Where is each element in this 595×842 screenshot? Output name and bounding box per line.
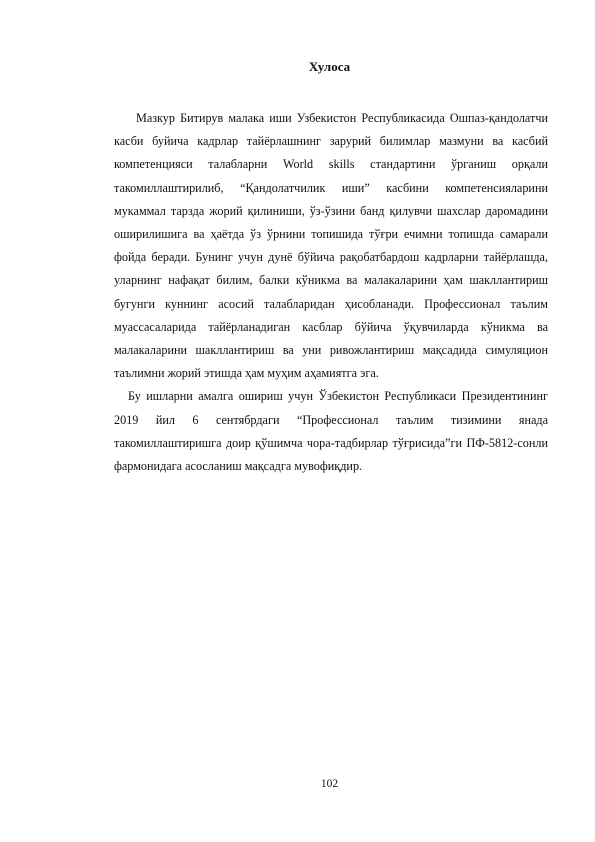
paragraph-decree: Бу ишларни амалга ошириш учун Ўзбекистон Республикаси Президентининг 2019 йил 6 сентябрдаги “Профессионал таълим тизимини янада такомиллаштиришга доир қўшимча чора-тадбирлар тўғрисида”ги ПФ-5812-сонли фармонидага асосланиш мақсадга мувофиқдир.: [114, 389, 548, 474]
body-text: [114, 107, 548, 478]
page-number: 102: [320, 778, 339, 790]
section-title: Хулоса: [308, 59, 351, 74]
paragraph-conclusion: Мазкур Битирув малака иши Узбекистон Республикасида Ошпаз-қандолатчи касби буйича кадрлар тайёрлашнинг зарурий билимлар мазмуни ва касбий компетенцияси талабларни World skills стандартини ўрганиш орқали такомиллаштирилиб, “Қандолатчилик иши” касбини компетенсияларини мукаммал тарзда жорий қилиниши, ўз-ўзини банд қилувчи шахслар даромадини оширилишига ва ҳаётда ўз ўрнини топишида тўғри ечимни топишда самарали фойда беради. Бунинг учун дунё бўйича рақобатбардош кадрларни тайёрлашда, уларнинг нафақат билим, балки кўникма ва малакаларини ҳам шакллантириш бугунги куннинг асосий талабларидан ҳисобланади. Профессионал таълим муассасаларида тайёрланадиган касблар бўйича ўқувчиларда кўникма ва малакаларини шакллантириш ва уни ривожлантириш мақсадида симуляцион таълимни жорий этишда ҳам муҳим аҳамиятга эга.: [114, 111, 548, 381]
